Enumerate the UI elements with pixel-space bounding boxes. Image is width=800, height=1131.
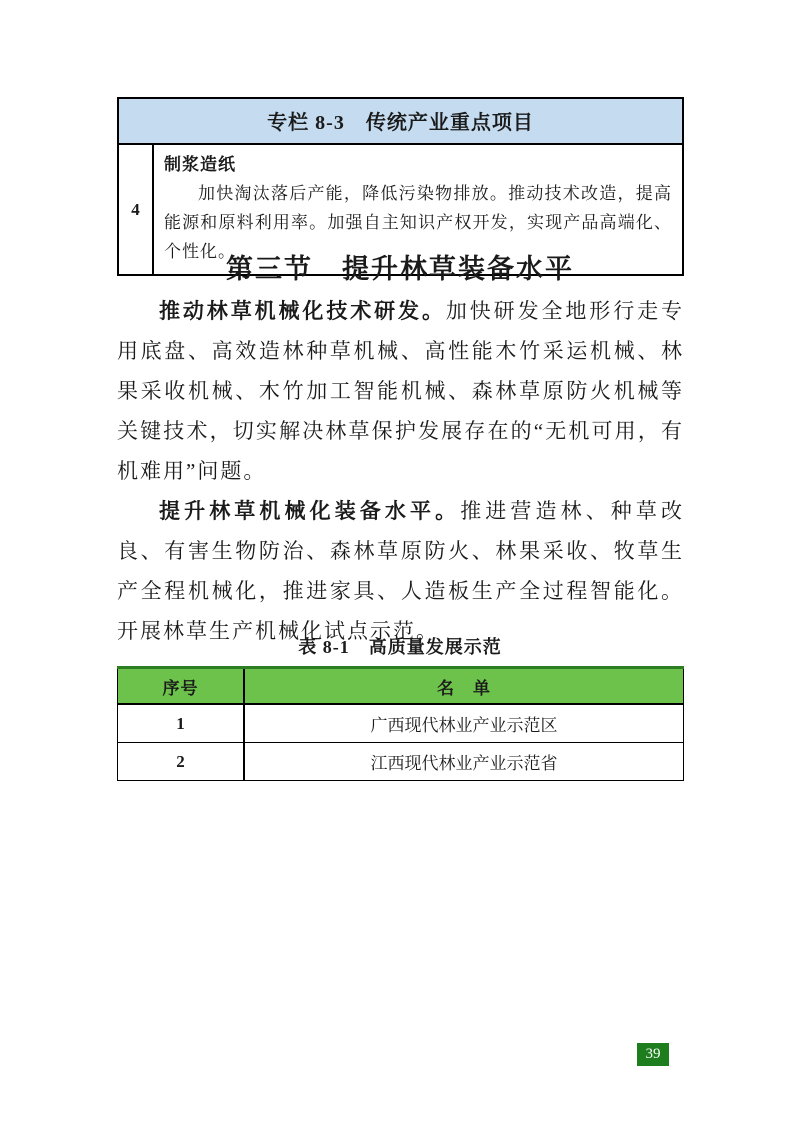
paragraph-body: 加快研发全地形行走专用底盘、高效造林种草机械、高性能木竹采运机械、林果采收机械、木竹加工智能机械、森林草原防火机械等关键技术，切实解决林草保护发展存在的“无机可用，有机难用”问题。 — [117, 299, 685, 483]
header-cell-name: 名 单 — [244, 668, 684, 705]
table-caption: 表 8-1 高质量发展示范 — [298, 637, 502, 657]
section-heading: 第三节 提升林草装备水平 — [226, 254, 574, 284]
cell-index: 1 — [118, 704, 245, 743]
table-row — [118, 743, 684, 781]
cell-name: 广西现代林业产业示范区 — [244, 704, 684, 743]
page-number-badge: 39 — [637, 1043, 669, 1066]
box-table-title: 专栏 8-3 传统产业重点项目 — [119, 99, 682, 145]
table-header-row — [118, 668, 684, 705]
row-body-text: 加快淘汰落后产能，降低污染物排放。推动技术改造，提高能源和原料利用率。加强自主知识产权开发，实现产品高端化、个性化。 — [164, 184, 672, 261]
row-index-cell: 4 — [119, 145, 154, 274]
row-subtitle: 制浆造纸 — [164, 155, 236, 174]
table-row — [118, 704, 684, 743]
paragraph-lead: 推动林草机械化技术研发。 — [159, 299, 446, 323]
paragraph-lead: 提升林草机械化装备水平。 — [159, 499, 461, 523]
body-text-block — [117, 291, 684, 651]
header-cell-index: 序号 — [118, 668, 245, 705]
cell-name: 江西现代林业产业示范省 — [244, 743, 684, 781]
demonstration-table — [117, 666, 684, 781]
paragraph — [117, 291, 684, 491]
paragraph — [117, 491, 684, 651]
cell-index: 2 — [118, 743, 245, 781]
paragraph-body: 推进营造林、种草改良、有害生物防治、森林草原防火、林果采收、牧草生产全程机械化，推进家具、人造板生产全过程智能化。开展林草生产机械化试点示范。 — [117, 499, 685, 643]
